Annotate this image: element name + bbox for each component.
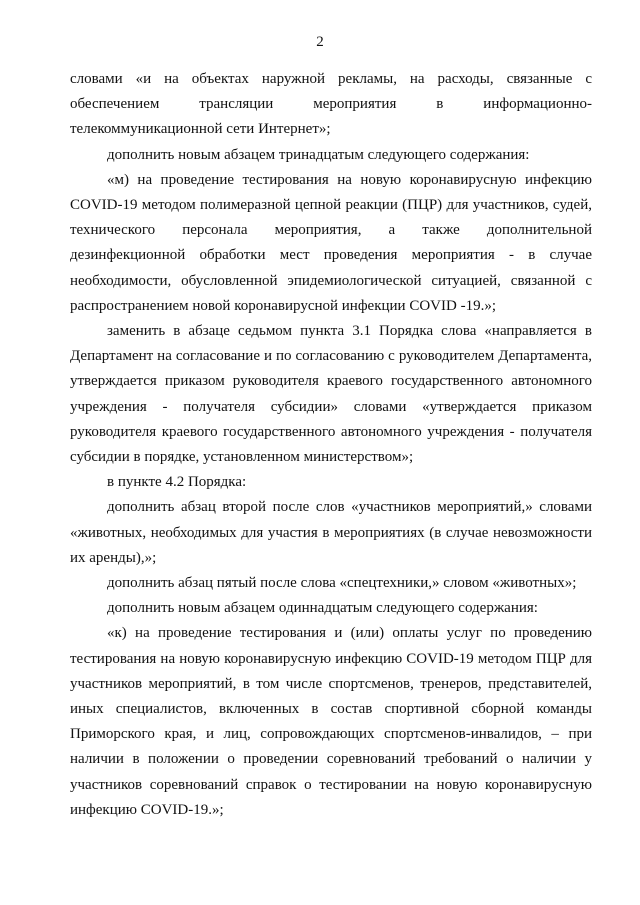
paragraph-replace-3-1: заменить в абзаце седьмом пункта 3.1 Порядка слова «направляется в Департамент на согласование и по согласованию с руководителем Департамента, утверждается приказом руководителя краевого государственного автономного учреждения - получателя субсидии» словами «утверждается приказом руководителя краевого государственного автономного учреждения - получателя субсидии в порядке, установленном министерством»; — [70, 323, 592, 466]
paragraph-add-fifth: дополнить абзац пятый после слова «спецтехники,» словом «животных»; — [107, 575, 577, 592]
paragraph-continuation: словами «и на объектах наружной рекламы, на расходы, связанные с обеспечением трансляции мероприятия в информационно-телекоммуникационной сети Интернет»; — [70, 71, 592, 138]
paragraph-point-4-2: в пункте 4.2 Порядка: — [107, 474, 247, 491]
paragraph-add-clause-13: дополнить новым абзацем тринадцатым следующего содержания: — [107, 146, 530, 163]
paragraph-clause-m: «м) на проведение тестирования на новую коронавирусную инфекцию COVID-19 методом полимеразной цепной реакции (ПЦР) для участников, судей, технического персонала мероприятия, а также дополнительной дезинфекционной обработки мест проведения мероприятия - в случае необходимости, обусловленной эпидемиологической ситуацией, связанной с распространением новой коронавирусной инфекции COVID -19.»; — [70, 171, 592, 314]
paragraph-add-clause-11: дополнить новым абзацем одиннадцатым следующего содержания: — [107, 600, 538, 617]
paragraph-add-second: дополнить абзац второй после слов «участников мероприятий,» словами «животных, необходимых для участия в мероприятиях (в случае невозможности их аренды),»; — [70, 499, 592, 566]
page-number: 2 — [316, 34, 324, 50]
paragraph-clause-k: «к) на проведение тестирования и (или) оплаты услуг по проведению тестирования на новую коронавирусную инфекцию COVID-19 методом ПЦР для участников мероприятий, в том числе спортсменов, тренеров, представителей, иных специалистов, включенных в состав спортивной сборной команды Приморского края, и лиц, сопровождающих спортсменов-инвалидов, – при наличии в положении о проведении соревнований требований о наличии у участников соревнований справок о тестировании на новую коронавирусную инфекцию COVID-19.»; — [70, 625, 592, 818]
document-body — [70, 67, 592, 823]
